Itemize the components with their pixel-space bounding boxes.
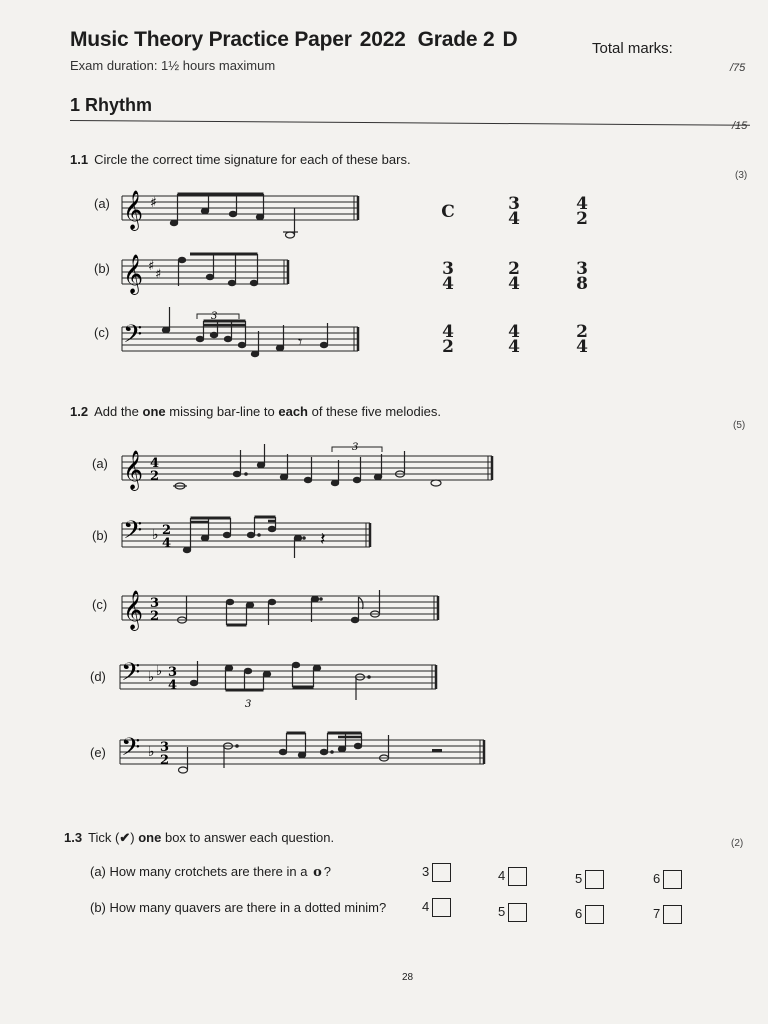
q1-3-a-text: (a) How many crotchets are there in a o ? [90,864,332,880]
svg-text:𝄞: 𝄞 [123,590,144,630]
q1-2-label-a: (a) [92,456,108,471]
q1-3-a-option-5[interactable]: 5 [575,870,604,889]
svg-text:𝄞: 𝄞 [123,254,144,294]
q1-1-b-option-3[interactable]: 3 8 [576,259,588,294]
question-1-2: 1.2 Add the one missing bar-line to each of these five melodies. [70,404,441,419]
svg-text:3: 3 [150,596,160,611]
semibreve-icon: o [313,865,322,880]
svg-text:♯: ♯ [155,267,162,282]
svg-text:♭: ♭ [152,527,159,543]
staff-1-2-e [118,730,490,790]
q1-1-b-option-2[interactable]: 2 4 [508,259,520,294]
q1-1-c-option-2[interactable]: 4 4 [508,322,520,357]
checkbox[interactable] [663,905,682,924]
q1-1-c-option-3[interactable]: 2 4 [576,322,588,357]
checkbox[interactable] [663,870,682,889]
q1-1-a-option-1[interactable]: C [441,202,455,222]
q1-1-a-option-3[interactable]: 4 2 [576,194,588,229]
sharp-icon: ♯ [150,195,157,211]
svg-text:3: 3 [352,442,359,453]
q1-2-label-d: (d) [90,669,106,684]
q1-3-b-option-5[interactable]: 5 [498,903,527,922]
svg-text:♭: ♭ [156,664,163,679]
q1-1-label-c: (c) [94,325,110,340]
triplet-mark: 3 [211,311,218,322]
q1-1-b-option-1[interactable]: 3 4 [442,259,454,294]
staff-1-1-b [120,250,295,310]
q1-1-a-option-2[interactable]: 3 4 [508,194,520,229]
svg-text:𝄢: 𝄢 [123,516,143,551]
svg-text:2: 2 [150,469,160,484]
staff-1-2-a [120,440,498,500]
question-1-3: 1.3 Tick (✔) one box to answer each question. [64,830,335,845]
svg-text:♭: ♭ [148,670,155,685]
q1-2-label-c: (c) [92,597,108,612]
q1-3-marks: (2) [731,838,744,849]
svg-text:𝄢: 𝄢 [121,658,141,693]
staff-1-2-c [120,580,445,640]
q1-3-a-option-3[interactable]: 3 [422,863,451,882]
q1-3-b-option-7[interactable]: 7 [653,905,682,924]
svg-text:♭: ♭ [148,744,155,760]
q1-2-label-e: (e) [90,745,106,760]
q1-1-marks: (3) [735,170,748,181]
svg-text:3: 3 [245,699,252,710]
svg-text:𝄾: 𝄾 [298,332,303,351]
svg-text:4: 4 [150,456,160,471]
total-marks-value: /75 [730,62,746,74]
staff-1-2-b [120,513,375,573]
q1-1-label-a: (a) [94,196,110,211]
svg-text:𝄞: 𝄞 [123,450,144,490]
page-number: 28 [402,972,414,983]
svg-text:2: 2 [160,753,170,768]
q1-3-b-text: (b) How many quavers are there in a dotted minim? [90,900,387,915]
q1-3-b-option-4[interactable]: 4 [422,898,451,917]
svg-text:2: 2 [162,523,172,538]
q1-2-label-b: (b) [92,528,108,543]
q1-3-a-option-6[interactable]: 6 [653,870,682,889]
svg-text:4: 4 [168,678,178,693]
svg-text:3: 3 [168,665,178,680]
svg-text:♯: ♯ [148,259,155,274]
paper-title: Music Theory Practice Paper 2022 Grade 2 D [70,28,518,51]
q1-3-b-option-6[interactable]: 6 [575,905,604,924]
checkbox[interactable] [432,863,451,882]
svg-text:2: 2 [150,609,160,624]
checkbox[interactable] [508,903,527,922]
q1-1-c-option-1[interactable]: 4 2 [442,322,454,357]
svg-text:3: 3 [160,740,170,755]
bass-clef-icon: 𝄢 [123,320,143,355]
staff-1-1-a [120,186,365,246]
svg-text:𝄢: 𝄢 [121,733,141,768]
checkbox[interactable] [585,905,604,924]
svg-text:4: 4 [162,536,172,551]
section-rule [70,120,750,126]
checkbox[interactable] [508,867,527,886]
staff-1-2-d [118,655,443,715]
question-1-1: 1.1 Circle the correct time signature for each of these bars. [70,152,411,167]
q1-3-a-option-4[interactable]: 4 [498,867,527,886]
checkbox[interactable] [432,898,451,917]
staff-1-1-c [120,305,365,365]
checkbox[interactable] [585,870,604,889]
section-title: 1 Rhythm [70,95,153,115]
svg-text:𝄽: 𝄽 [320,529,326,550]
section-marks: /15 [732,120,748,132]
treble-clef-icon: 𝄞 [123,190,144,230]
exam-duration: Exam duration: 1½ hours maximum [70,58,276,73]
q1-1-label-b: (b) [94,261,110,276]
total-marks-label: Total marks: [592,40,673,57]
q1-2-marks: (5) [733,420,746,431]
